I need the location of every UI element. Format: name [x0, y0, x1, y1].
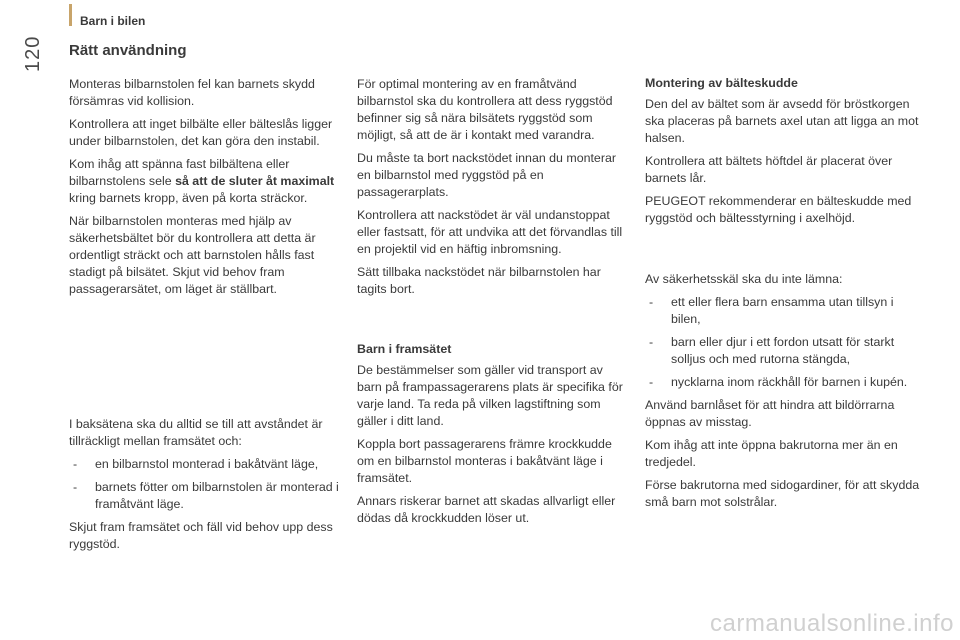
- paragraph: Av säkerhetsskäl ska du inte lämna:: [645, 272, 843, 286]
- paragraph: De bestämmelser som gäller vid transport av barn på frampassagerarens plats är specifika för varje land. Ta reda på vilken lagstiftning som gäller i ditt land.: [357, 363, 623, 428]
- list-item: - en bilbarnstol monterad i bakåtvänt läge,: [69, 456, 341, 473]
- paragraph: Du måste ta bort nackstödet innan du monterar en bilbarnstol med ryggstöd på en passagerarplats.: [357, 151, 616, 199]
- paragraph: Kontrollera att nackstödet är väl undanstoppat eller fastsatt, för att undvika att det förvandlas till en projektil vid en häftig inbromsning.: [357, 208, 623, 256]
- paragraph: Skjut fram framsätet och fäll vid behov upp dess ryggstöd.: [69, 520, 333, 551]
- paragraph: Koppla bort passagerarens främre krockkudde om en bilbarnstol monteras i bakåtvänt läge i framsätet.: [357, 437, 612, 485]
- paragraph: Den del av bältet som är avsedd för bröstkorgen ska placeras på barnets axel utan att ligga an mot halsen.: [645, 97, 919, 145]
- subheading: Montering av bälteskudde: [645, 76, 798, 90]
- paragraph: För optimal montering av en framåtvänd bilbarnstol ska du kontrollera att dess ryggstöd befinner sig så nära bilsätets ryggstöd som möjligt, så att de är i kontakt med varandra.: [357, 77, 613, 142]
- column-2-top: [357, 76, 629, 304]
- list-item: - barn eller djur i ett fordon utsatt för starkt solljus och med rutorna stängda,: [645, 334, 923, 368]
- paragraph: PEUGEOT rekommenderar en bälteskudde med ryggstöd och bältesstyrning i axelhöjd.: [645, 194, 912, 225]
- paragraph: När bilbarnstolen monteras med hjälp av säkerhetsbältet bör du kontrollera att detta är ordentligt sträckt och att barnstolen hålls fast stadigt på bilsätet. Skjut vid behov fram passagerarsätet, om läget är ställbart.: [69, 214, 316, 296]
- paragraph: Förse bakrutorna med sidogardiner, för att skydda små barn mot solstrålar.: [645, 478, 920, 509]
- paragraph: Monteras bilbarnstolen fel kan barnets skydd försämras vid kollision.: [69, 77, 315, 108]
- paragraph: [69, 156, 341, 207]
- column-1-bottom: [69, 416, 341, 559]
- bold-text: så att de sluter åt maximalt: [175, 174, 335, 188]
- column-3-bottom: [645, 271, 923, 517]
- text-run: Kom ihåg att spänna fast bilbältena eller bilbarnstolens sele: [69, 157, 290, 188]
- section-title: Rätt användning: [69, 42, 187, 59]
- bullet-list: [69, 456, 341, 513]
- chapter-title: Barn i bilen: [80, 14, 146, 28]
- list-item: - barnets fötter om bilbarnstolen är monterad i framåtvänt läge.: [69, 479, 341, 513]
- bullet-list: [645, 294, 923, 391]
- paragraph: Sätt tillbaka nackstödet när bilbarnstolen har tagits bort.: [357, 265, 601, 296]
- chapter-accent-bar: [69, 4, 72, 26]
- paragraph: Använd barnlåset för att hindra att bildörrarna öppnas av misstag.: [645, 398, 895, 429]
- column-2-bottom: [357, 341, 629, 533]
- paragraph: Kontrollera att bältets höftdel är placerat över barnets lår.: [645, 154, 893, 185]
- paragraph: Kontrollera att inget bilbälte eller bälteslås ligger under bilbarnstolen, det kan göra den instabil.: [69, 117, 333, 148]
- paragraph: Kom ihåg att inte öppna bakrutorna mer än en tredjedel.: [645, 438, 898, 469]
- subheading: Barn i framsätet: [357, 342, 452, 356]
- text-run: kring barnets kropp, även på korta sträckor.: [69, 191, 308, 205]
- page-number: 120: [22, 35, 44, 72]
- paragraph: I baksätena ska du alltid se till att avståndet är tillräckligt mellan framsätet och:: [69, 417, 323, 448]
- column-1-top: [69, 76, 341, 304]
- site-watermark: carmanualsonline.info: [710, 610, 954, 637]
- column-3-top: [645, 75, 923, 233]
- paragraph: Annars riskerar barnet att skadas allvarligt eller dödas då krockkudden löser ut.: [357, 494, 616, 525]
- list-item: - nycklarna inom räckhåll för barnen i kupén.: [645, 374, 923, 391]
- list-item: - ett eller flera barn ensamma utan tillsyn i bilen,: [645, 294, 923, 328]
